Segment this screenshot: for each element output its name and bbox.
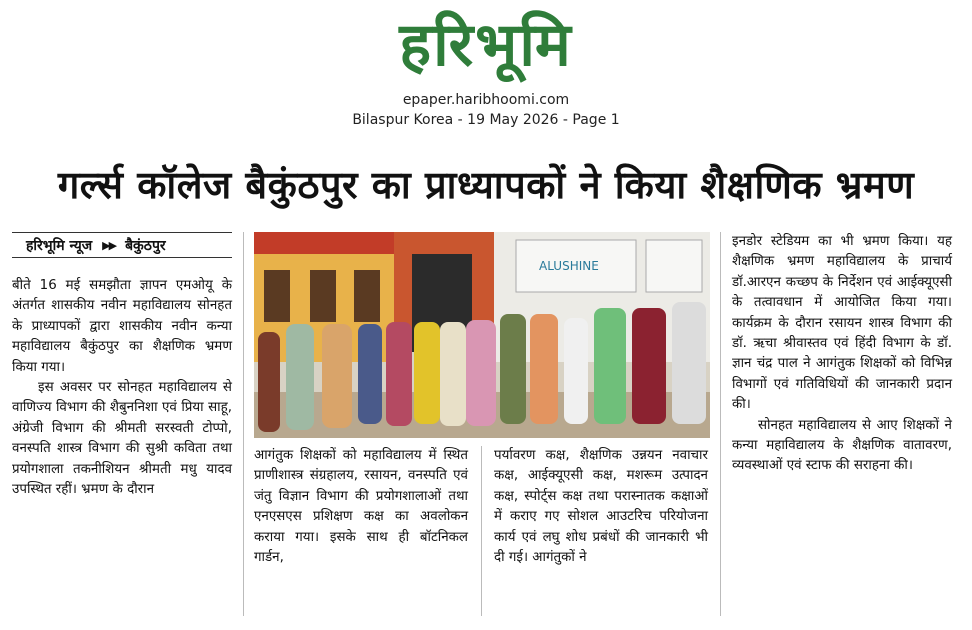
paragraph: पर्यावरण कक्ष, शैक्षणिक उन्नयन नवाचार कक्ष, आईक्यूएसी कक्ष, मशरूम उत्पादन कक्ष, स्पोर्ट्स कक्ष तथा परास्नातक कक्षाओं में कराए गए सोशल आउटरिच परियोजना कार्य एवं लघु शोध प्रबंधों की जानकारी भी दी गई। आगंतुकों ने — [494, 448, 708, 566]
masthead — [0, 0, 972, 138]
article-headline: गर्ल्स कॉलेज बैकुंठपुर का प्राध्यापकों ने किया शैक्षणिक भ्रमण — [57, 163, 915, 207]
double-arrow-icon: ▶▶ — [102, 238, 116, 252]
byline-source: हरिभूमि न्यूज — [26, 237, 93, 254]
column-divider — [481, 446, 482, 616]
byline-place: बैकुंठपुर — [125, 237, 166, 254]
column-divider — [243, 232, 244, 616]
paragraph: इनडोर स्टेडियम का भी भ्रमण किया। यह शैक्षणिक भ्रमण महाविद्यालय के प्राचार्य डॉ.आरएन कच्छप के निर्देशन एवं आईक्यूएसी के तत्वावधान में आयोजित किया गया। कार्यक्रम के दौरान रसायन शास्त्र विभाग की डॉ. ऋचा श्रीवास्तव एवं हिंदी विभाग के डॉ. ज्ञान चंद्र पाल ने आगंतुक शिक्षकों को विभिन्न विभागों एवं गतिविधियों की जानकारी प्रदान की। — [732, 234, 952, 413]
paragraph: आगंतुक शिक्षकों को महाविद्यालय में स्थित प्राणीशास्त्र संग्रहालय, रसायन, वनस्पति एवं जंतु विज्ञान विभाग की प्रयोगशालाओं तथा एनएसएस प्रशिक्षण कक्ष का अवलोकन कराया गया। इसके साथ ही बॉटनिकल गार्डन, — [254, 448, 468, 566]
column-2 — [254, 446, 468, 568]
paragraph: बीते 16 मई समझौता ज्ञापन एमओयू के अंतर्गत शासकीय नवीन महाविद्यालय सोनहत के प्राध्यापकों द्वारा शासकीय नवीन कन्या महाविद्यालय बैकुंठपुर का शैक्षणिक भ्रमण किया गया। — [12, 278, 232, 375]
paragraph: इस अवसर पर सोनहत महाविद्यालय से वाणिज्य विभाग की शैबुननिशा एवं प्रिया साहू, अंग्रेजी विभाग की श्रीमती सरस्वती टोप्पो, वनस्पति शास्त्र विभाग की सुश्री कविता तथा प्रयोगशाला तकनीशियन श्रीमती मधु यादव उपस्थित रहीं। भ्रमण के दौरान — [12, 380, 232, 498]
column-4 — [732, 232, 952, 477]
edition-info: Bilaspur Korea - 19 May 2026 - Page 1 — [352, 112, 620, 128]
group-photo-illustration — [254, 232, 710, 438]
byline — [12, 232, 232, 258]
column-3 — [494, 446, 708, 568]
site-url[interactable]: epaper.haribhoomi.com — [402, 92, 570, 108]
logo-text: हरिभूमि — [399, 10, 573, 80]
group-photo — [254, 232, 710, 438]
column-divider — [720, 232, 721, 616]
paragraph: सोनहत महाविद्यालय से आए शिक्षकों ने कन्या महाविद्यालय के शैक्षणिक वातावरण, व्यवस्थाओं एवं स्टाफ की सराहना की। — [732, 417, 952, 474]
newspaper-logo — [340, 6, 632, 84]
column-1 — [12, 276, 232, 500]
poster-text: ALUSHINE — [539, 259, 599, 273]
